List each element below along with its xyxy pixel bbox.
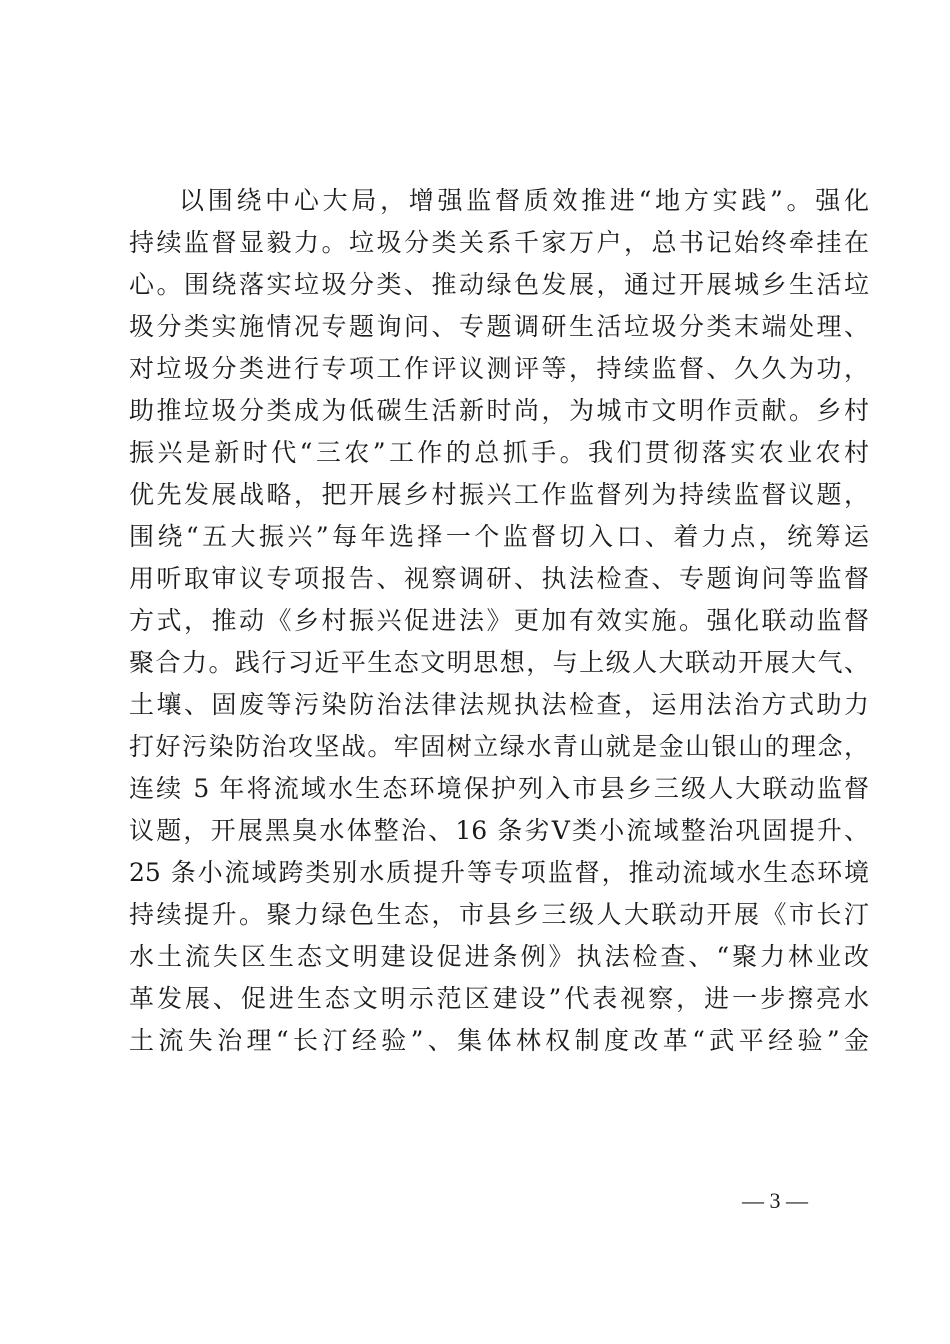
text-line: 对垃圾分类进行专项工作评议测评等，持续监督、久久为功， (129, 354, 869, 383)
text-line: 振兴是新时代“三农”工作的总抓手。我们贯彻落实农业农村 (129, 438, 869, 467)
text-line: 持续提升。聚力绿色生态，市县乡三级人大联动开展《市长汀 (129, 900, 869, 929)
text-line: 聚合力。践行习近平生态文明思想，与上级人大联动开展大气、 (129, 648, 869, 677)
text-line: 水土流失区生态文明建设促进条例》执法检查、“聚力林业改 (129, 942, 869, 971)
text-line: 持续监督显毅力。垃圾分类关系千家万户，总书记始终牵挂在 (129, 228, 869, 257)
page-number: — 3 — (742, 1188, 808, 1213)
text-line: 圾分类实施情况专题询问、专题调研生活垃圾分类末端处理、 (129, 312, 869, 341)
text-line: 以围绕中心大局，增强监督质效推进“地方实践”。强化 (179, 186, 869, 215)
text-line: 连续 5 年将流域水生态环境保护列入市县乡三级人大联动监督 (129, 774, 869, 803)
text-line: 助推垃圾分类成为低碳生活新时尚，为城市文明作贡献。乡村 (129, 396, 869, 425)
text-line: 革发展、促进生态文明示范区建设”代表视察，进一步擦亮水 (129, 984, 869, 1013)
text-line: 方式，推动《乡村振兴促进法》更加有效实施。强化联动监督 (129, 606, 869, 635)
text-line: 用听取审议专项报告、视察调研、执法检查、专题询问等监督 (129, 564, 869, 593)
text-line: 25 条小流域跨类别水质提升等专项监督，推动流域水生态环境 (129, 858, 869, 887)
text-line: 心。围绕落实垃圾分类、推动绿色发展，通过开展城乡生活垃 (129, 270, 869, 299)
text-line: 围绕“五大振兴”每年选择一个监督切入口、着力点，统筹运 (129, 522, 869, 551)
text-line: 土流失治理“长汀经验”、集体林权制度改革“武平经验”金 (129, 1026, 869, 1055)
text-line: 土壤、固废等污染防治法律法规执法检查，运用法治方式助力 (129, 690, 869, 719)
text-line: 议题，开展黑臭水体整治、16 条劣Ⅴ类小流域整治巩固提升、 (129, 816, 869, 845)
text-line: 打好污染防治攻坚战。牢固树立绿水青山就是金山银山的理念， (129, 732, 869, 761)
text-line: 优先发展战略，把开展乡村振兴工作监督列为持续监督议题， (129, 480, 869, 509)
body-paragraph (129, 180, 869, 1062)
